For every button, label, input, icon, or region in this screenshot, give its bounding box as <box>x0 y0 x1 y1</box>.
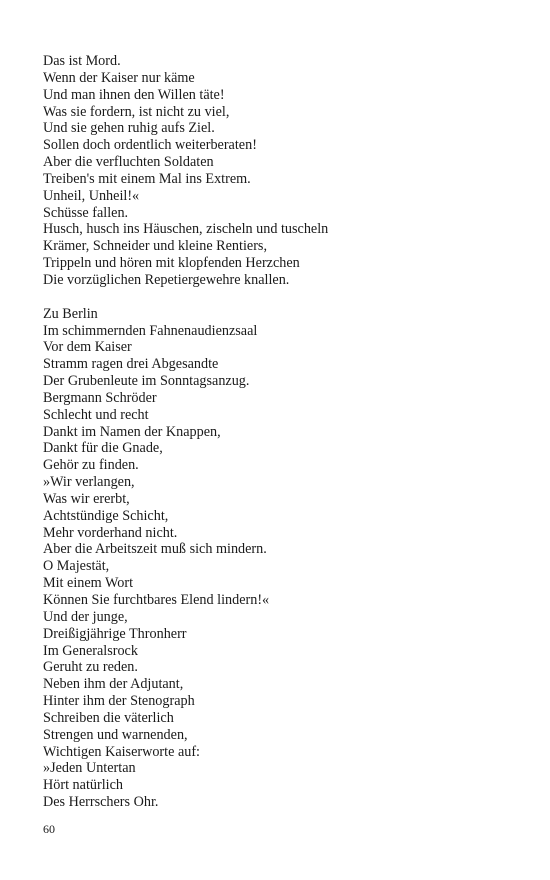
poem-line: Unheil, Unheil!« <box>43 187 140 204</box>
poem-line: Wenn der Kaiser nur käme <box>43 69 195 86</box>
poem-line: Aber die verfluchten Soldaten <box>43 154 214 171</box>
poem-line: Die vorzüglichen Repetiergewehre knallen. <box>43 271 290 288</box>
stanza-1 <box>43 53 523 289</box>
poem-line: Das ist Mord. <box>43 53 121 69</box>
poem-line: Achtstündige Schicht, <box>43 507 169 524</box>
page-number: 60 <box>43 822 55 836</box>
stanza-2 <box>43 306 523 811</box>
poem-line: »Jeden Untertan <box>43 760 136 777</box>
poem-line: Zu Berlin <box>43 305 98 322</box>
poem-line: Dankt für die Gnade, <box>43 440 163 457</box>
poem-text <box>43 53 523 811</box>
poem-line: Und man ihnen den Willen täte! <box>43 86 225 103</box>
poem-line: Aber die Arbeitszeit muß sich mindern. <box>43 541 267 558</box>
poem-line: Krämer, Schneider und kleine Rentiers, <box>43 238 267 255</box>
poem-line: Husch, husch ins Häuschen, zischeln und tuscheln <box>43 221 329 238</box>
poem-line: Treiben's mit einem Mal ins Extrem. <box>43 170 251 187</box>
poem-line: Vor dem Kaiser <box>43 339 132 356</box>
poem-line: Hört natürlich <box>43 777 123 794</box>
poem-line: Mehr vorderhand nicht. <box>43 524 178 541</box>
poem-line: Schüsse fallen. <box>43 204 129 221</box>
poem-line: Sollen doch ordentlich weiterberaten! <box>43 137 257 154</box>
poem-line: Des Herrschers Ohr. <box>43 794 159 811</box>
poem-line: Wichtigen Kaiserworte auf: <box>43 743 201 760</box>
poem-line: Gehör zu finden. <box>43 457 139 474</box>
poem-line: »Wir verlangen, <box>43 474 135 491</box>
poem-line: Mit einem Wort <box>43 575 134 592</box>
poem-line: O Majestät, <box>43 558 110 575</box>
poem-line: Was sie fordern, ist nicht zu viel, <box>43 103 230 120</box>
poem-line: Stramm ragen drei Abgesandte <box>43 356 219 373</box>
poem-line: Neben ihm der Adjutant, <box>43 676 184 693</box>
poem-line: Können Sie furchtbares Elend lindern!« <box>43 592 270 608</box>
poem-line: Hinter ihm der Stenograph <box>43 693 195 710</box>
poem-line: Dankt im Namen der Knappen, <box>43 423 221 440</box>
poem-line: Was wir ererbt, <box>43 490 130 507</box>
poem-line: Im schimmernden Fahnenaudienzsaal <box>43 322 258 339</box>
poem-line: Trippeln und hören mit klopfenden Herzchen <box>43 255 300 272</box>
poem-line: Im Generalsrock <box>43 642 138 659</box>
poem-line: Schreiben die väterlich <box>43 709 174 726</box>
poem-line: Und sie gehen ruhig aufs Ziel. <box>43 120 215 137</box>
poem-line: Schlecht und recht <box>43 406 149 423</box>
poem-line: Dreißigjährige Thronherr <box>43 625 187 642</box>
poem-line: Geruht zu reden. <box>43 659 138 676</box>
poem-line: Der Grubenleute im Sonntagsanzug. <box>43 373 250 390</box>
poem-line: Und der junge, <box>43 608 128 625</box>
poem-line: Bergmann Schröder <box>43 389 157 406</box>
poem-line: Strengen und warnenden, <box>43 726 188 743</box>
